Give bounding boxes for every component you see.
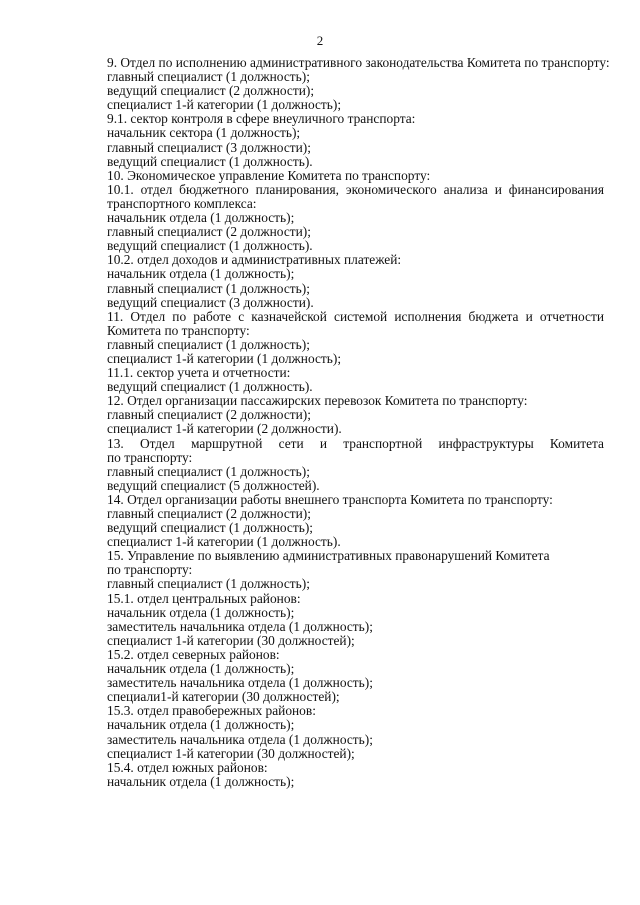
text-line: Комитета по транспорту:: [107, 322, 250, 338]
text-line: главный специалист (1 должность);: [107, 576, 310, 592]
text-line: специали1-й категории (30 должностей);: [107, 689, 340, 705]
text-line: начальник отдела (1 должность);: [107, 604, 295, 620]
text-line: начальник отдела (1 должность);: [107, 717, 295, 733]
text-line: 10. Экономическое управление Комитета по транспорту:: [107, 167, 431, 183]
text-line: заместитель начальника отдела (1 должность);: [107, 675, 373, 691]
text-line: 15.4. отдел южных районов:: [107, 759, 268, 775]
text-line: транспортного комплекса:: [107, 195, 257, 211]
text-line: специалист 1-й категории (30 должностей);: [107, 745, 355, 761]
text-line: 15. Управление по выявлению административных правонарушений Комитета: [107, 548, 550, 564]
text-line: главный специалист (1 должность);: [107, 463, 310, 479]
text-line: главный специалист (2 должности);: [107, 224, 311, 240]
text-line: главный специалист (3 должности);: [107, 139, 311, 155]
text-line: главный специалист (2 должности);: [107, 506, 311, 521]
text-line: ведущий специалист (1 должность);: [107, 520, 313, 536]
text-line: 11. Отдел по работе с казначейской системой исполнения бюджета и отчетности: [107, 308, 604, 324]
text-line: начальник отдела (1 должность);: [107, 661, 295, 677]
text-line: 15.2. отдел северных районов:: [107, 646, 280, 662]
text-line: специалист 1-й категории (1 должность);: [107, 350, 342, 366]
text-line: ведущий специалист (3 должности).: [107, 294, 314, 310]
text-line: 11.1. сектор учета и отчетности:: [107, 365, 291, 381]
text-line: специалист 1-й категории (1 должность);: [107, 97, 342, 113]
text-line: главный специалист (1 должность);: [107, 69, 310, 85]
text-line: специалист 1-й категории (30 должностей);: [107, 632, 355, 648]
text-line: 14. Отдел организации работы внешнего транспорта Комитета по транспорту:: [107, 491, 553, 507]
text-line: 9.1. сектор контроля в сфере внеуличного транспорта:: [107, 111, 416, 127]
text-line: 15.3. отдел правобережных районов:: [107, 703, 316, 719]
text-line: по транспорту:: [107, 562, 193, 578]
text-line: начальник отдела (1 должность);: [107, 773, 295, 789]
text-line: начальник отдела (1 должность);: [107, 210, 295, 226]
text-line: главный специалист (1 должность);: [107, 336, 310, 352]
text-line: начальник сектора (1 должность);: [107, 125, 301, 141]
text-line: заместитель начальника отдела (1 должность);: [107, 731, 373, 747]
text-line: специалист 1-й категории (1 должность).: [107, 534, 341, 550]
text-line: заместитель начальника отдела (1 должность);: [107, 618, 373, 634]
text-line: ведущий специалист (1 должность).: [107, 153, 313, 169]
text-line: 15.1. отдел центральных районов:: [107, 590, 301, 606]
text-line: начальник отдела (1 должность);: [107, 266, 295, 282]
text-line: ведущий специалист (1 должность).: [107, 379, 313, 395]
text-line: главный специалист (1 должность);: [107, 280, 310, 296]
text-line: ведущий специалист (2 должности);: [107, 83, 315, 99]
text-line: 9. Отдел по исполнению административного законодательства Комитета по транспорту:: [107, 55, 610, 70]
document-body: [107, 55, 610, 789]
text-line: 10.1. отдел бюджетного планирования, экономического анализа и финансирования: [107, 181, 604, 197]
text-line: специалист 1-й категории (2 должности).: [107, 421, 342, 437]
text-line: 13. Отдел маршрутной сети и транспортной инфраструктуры Комитета: [107, 435, 604, 451]
text-line: ведущий специалист (1 должность).: [107, 238, 313, 254]
text-line: главный специалист (2 должности);: [107, 407, 311, 423]
text-line: по транспорту:: [107, 449, 193, 465]
text-line: ведущий специалист (5 должностей).: [107, 477, 320, 493]
text-line: 10.2. отдел доходов и административных платежей:: [107, 252, 402, 268]
text-line: 12. Отдел организации пассажирских перевозок Комитета по транспорту:: [107, 393, 528, 409]
page-number: 2: [316, 33, 324, 48]
